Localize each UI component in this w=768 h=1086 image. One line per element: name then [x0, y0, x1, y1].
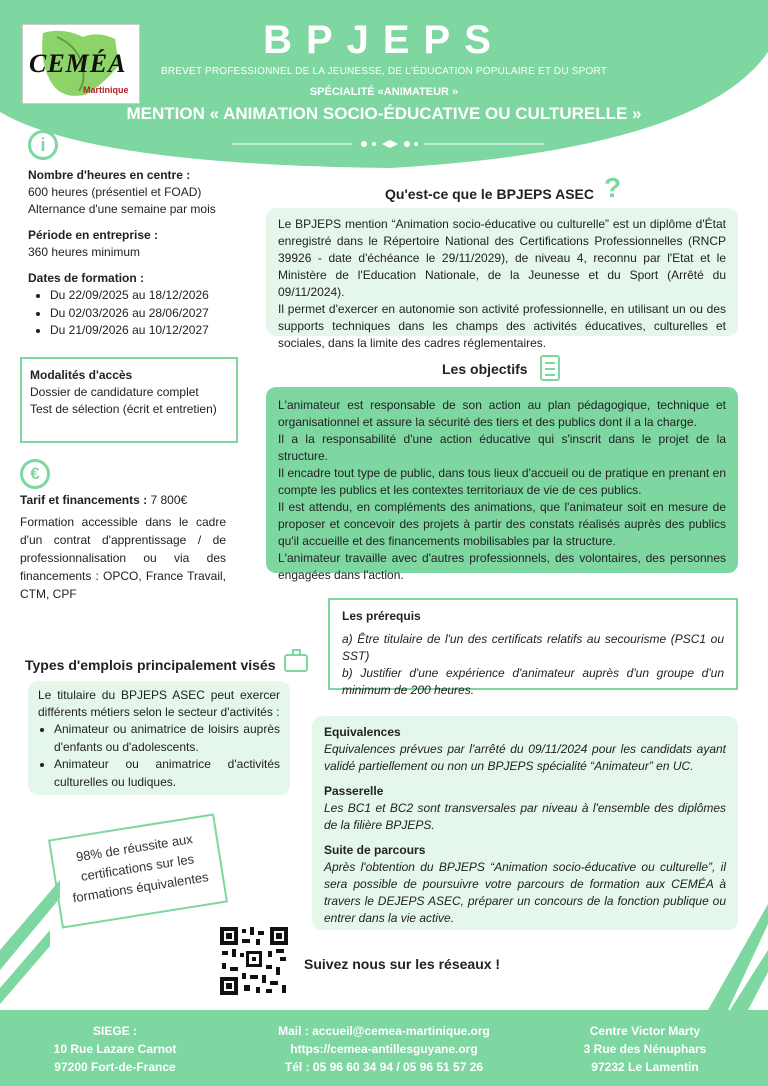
- passerelle-text: Les BC1 et BC2 sont transversales par niveau à l'ensemble des diplômes de la filière BPJEPS.: [324, 801, 726, 832]
- period-value: 360 heures minimum: [28, 245, 141, 259]
- prereq-box: [328, 598, 738, 697]
- list-item: • Animateur ou animatrice de loisirs auprès d'enfants ou d'adolescents.: [54, 721, 280, 756]
- tarif-value: 7 800€: [147, 493, 188, 507]
- jobs-title: Types d'emplois principalement visés: [25, 657, 276, 673]
- question-icon: ?: [604, 172, 622, 203]
- what-box: [266, 208, 738, 350]
- siege-city: 97200 Fort-de-France: [54, 1060, 176, 1074]
- center-address: 3 Rue des Nénuphars: [583, 1042, 707, 1056]
- suite-title: Suite de parcours: [324, 843, 426, 857]
- access-line2: Test de sélection (écrit et entretien): [30, 402, 217, 416]
- contact-mail[interactable]: Mail : accueil@cemea-martinique.org: [278, 1024, 490, 1038]
- dates-label: Dates de formation :: [28, 271, 145, 285]
- jobs-box: [28, 681, 290, 795]
- center-name: Centre Victor Marty: [589, 1024, 701, 1038]
- objectives-p5: L'animateur travaille avec d'autres professionnels, des volontaires, des personnes engagées dans l'action.: [278, 551, 726, 582]
- briefcase-icon: [284, 654, 308, 672]
- what-title: Qu'est-ce que le BPJEPS ASEC: [385, 186, 594, 202]
- decor-stripes-right: [708, 880, 768, 1010]
- objectives-title: Les objectifs: [442, 361, 528, 377]
- what-para2: Il permet d'exercer en autonomie son activité professionnelle, en utilisant un ou des supports techniques dans les champs des activités éducatives, culturelles et sociales, dans la limite des cadres réglementaires.: [278, 302, 726, 350]
- what-para1: Le BPJEPS mention “Animation socio-éducative ou culturelle” est un diplôme d'État enregistré dans le Répertoire National des Certifications Professionnelles (RNCP 39926 - date d'échéance le 29/11/2029), de niveau 4, reconnu par l'Etat et le Ministère de l'Education Nationale, de la Jeunesse et du Sport (Arrêté du 09/11/2024).: [278, 217, 726, 299]
- objectives-p2: Il a la responsabilité d'une action éducative qui s'inscrit dans le projet de la structure.: [278, 432, 726, 463]
- period-label: Période en entreprise :: [28, 228, 159, 242]
- objectives-box: [266, 387, 738, 582]
- logo-text: CEMÉA: [29, 49, 127, 78]
- tarif-text: Formation accessible dans le cadre d'un contrat d'apprentissage / de professionnalisation ou via des financements : OPCO, France Travail, CTM, CPF: [20, 515, 226, 601]
- logo-subtitle: Martinique: [83, 85, 129, 95]
- list-item: • Du 21/09/2026 au 10/12/2027: [50, 322, 248, 340]
- decor-stripes-left: [0, 880, 60, 1010]
- success-badge: [48, 813, 228, 928]
- footer-siege: [30, 1022, 200, 1076]
- list-item: • Du 22/09/2025 au 18/12/2026: [50, 287, 248, 305]
- objectives-p1: L'animateur est responsable de son action au plan pédagogique, technique et organisationnel et assure la sécurité des tiers et des publics dont il a la charge.: [278, 398, 726, 429]
- passerelle-title: Passerelle: [324, 784, 384, 798]
- jobs-intro: Le titulaire du BPJEPS ASEC peut exercer différents métiers selon le secteur d'activités :: [38, 688, 280, 719]
- equiv-text: Equivalences prévues par l'arrêté du 09/11/2024 pour les candidats ayant validé partiellement ou non un BPJEPS spécialité “Animateur” en UC.: [324, 742, 726, 773]
- footer-contact: [262, 1022, 506, 1076]
- contact-web[interactable]: https://cemea-antillesguyane.org: [290, 1042, 478, 1056]
- euro-icon: €: [20, 459, 50, 489]
- equiv-box: [312, 716, 738, 930]
- qr-code: [218, 925, 290, 997]
- alternance-value: Alternance d'une semaine par mois: [28, 202, 216, 216]
- page-subtitle: BREVET PROFESSIONNEL DE LA JEUNESSE, DE L'ÉDUCATION POPULAIRE ET DU SPORT: [160, 66, 608, 77]
- footer-center: [560, 1022, 730, 1076]
- access-box: [20, 357, 238, 443]
- hours-label: Nombre d'heures en centre :: [28, 168, 191, 182]
- contact-phone: Tél : 05 96 60 34 94 / 05 96 51 57 26: [284, 1060, 484, 1074]
- info-icon: i: [28, 130, 58, 160]
- footer: [0, 1010, 768, 1086]
- success-text: 98% de réussite aux certifications sur les formations équivalentes: [71, 831, 210, 906]
- list-item: • Du 02/03/2026 au 28/06/2027: [50, 305, 248, 323]
- checklist-icon: [540, 355, 560, 381]
- access-title: Modalités d'accès: [30, 368, 133, 382]
- prereq-a: a) Être titulaire de l'un des certificats relatifs au secourisme (PSC1 ou SST): [342, 632, 724, 663]
- dates-list: [28, 287, 248, 340]
- objectives-p3: Il encadre tout type de public, dans tous lieux d'accueil ou de pratique en prenant en compte les publics et les contextes territoriaux de vie de ces publics.: [278, 466, 726, 497]
- siege-title: SIEGE :: [92, 1024, 137, 1038]
- social-text: Suivez nous sur les réseaux !: [304, 956, 501, 972]
- info-block: [28, 167, 248, 340]
- tarif-block: [20, 492, 226, 603]
- title-divider: [232, 138, 544, 150]
- center-city: 97232 Le Lamentin: [591, 1060, 699, 1074]
- objectives-p4: Il est attendu, en compléments des animations, que l'animateur soit en mesure de proposer et concevoir des projets à partir des constats réalisés auprès des publics qu'il accueille et des financements mobilisables par la structure.: [278, 500, 726, 548]
- prereq-title: Les prérequis: [342, 609, 421, 623]
- access-line1: Dossier de candidature complet: [30, 385, 199, 399]
- hours-value: 600 heures (présentiel et FOAD): [28, 185, 202, 199]
- speciality: SPÉCIALITÉ «ANIMATEUR »: [309, 86, 459, 98]
- prereq-b: b) Justifier d'une expérience d'animateur auprès d'un groupe d'un minimum de 200 heures.: [342, 666, 724, 697]
- siege-address: 10 Rue Lazare Carnot: [53, 1042, 177, 1056]
- equiv-title: Equivalences: [324, 725, 401, 739]
- page-title: BPJEPS: [263, 18, 505, 62]
- suite-text: Après l'obtention du BPJEPS “Animation socio-éducative ou culturelle”, il sera possible de poursuivre votre parcours de formation aux CEMÉA à travers le DEJEPS ASEC, préparer un concours de la fonction publique ou entrer dans la vie active.: [324, 860, 726, 925]
- mention: MENTION « ANIMATION SOCIO-ÉDUCATIVE OU CULTURELLE »: [126, 104, 642, 123]
- tarif-label: Tarif et financements :: [20, 493, 148, 507]
- list-item: • Animateur ou animatrice d'activités culturelles ou ludiques.: [54, 756, 280, 791]
